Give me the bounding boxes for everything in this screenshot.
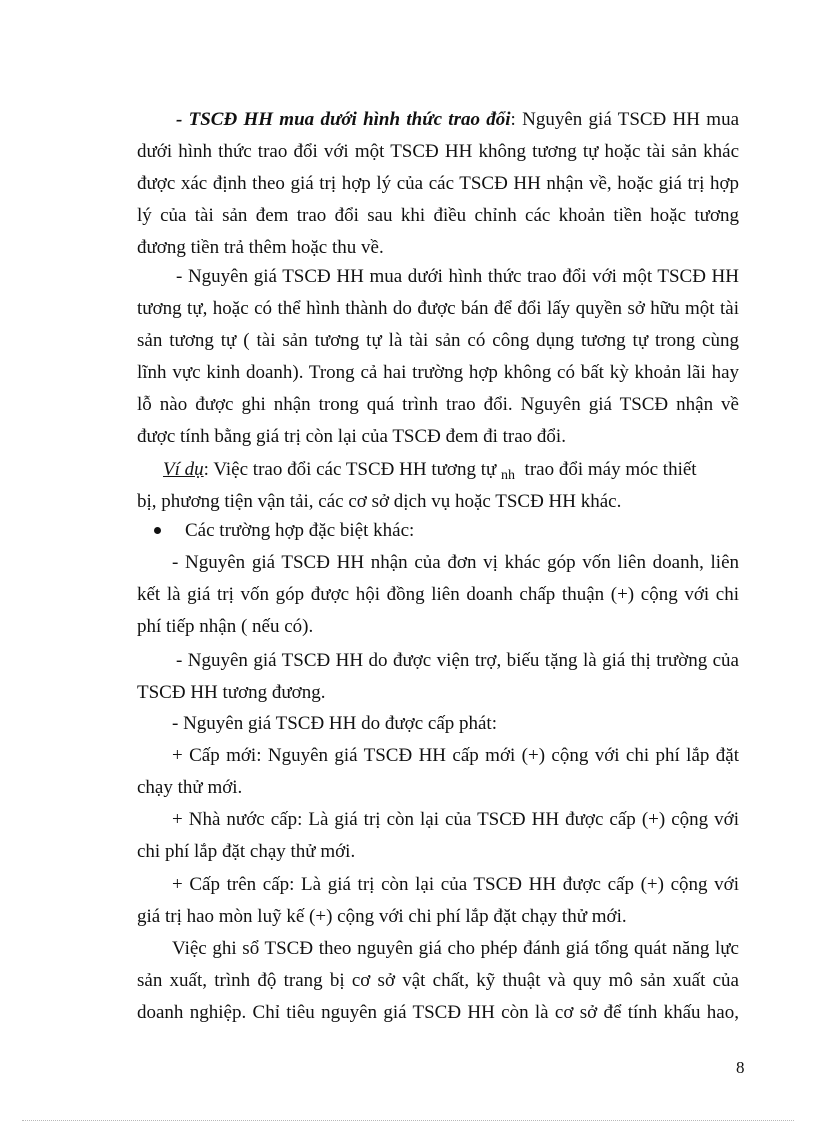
p7-line-1: + Cấp mới: Nguyên giá TSCĐ HH cấp mới (+) cộng với chi phí lắp đặt <box>172 745 739 766</box>
bullet-text: Các trường hợp đặc biệt khác: <box>185 520 415 541</box>
p1-line-1-text: : Nguyên giá TSCĐ HH mua <box>510 109 740 130</box>
p2-line-2: tương tự, hoặc có thể hình thành do được bán để đổi lấy quyền sở hữu một tài <box>137 298 739 319</box>
p2-line-3: sản tương tự ( tài sản tương tự là tài sản có công dụng tương tự trong cùng <box>137 330 739 351</box>
p5-line-2: TSCĐ HH tương đương. <box>137 682 326 703</box>
example-label: Ví dụ <box>163 459 204 480</box>
p1-line-1 <box>176 109 739 131</box>
p10-line-2: sản xuất, trình độ trang bị cơ sở vật chất, kỹ thuật và quy mô sản xuất của <box>137 970 739 991</box>
page-number: 8 <box>736 1058 745 1077</box>
p1-line-4: lý của tài sản đem trao đổi sau khi điều chỉnh các khoản tiền hoặc tương <box>137 205 739 226</box>
p6-line-1: - Nguyên giá TSCĐ HH do được cấp phát: <box>172 713 497 734</box>
p4-line-3: phí tiếp nhận ( nếu có). <box>137 616 314 637</box>
p4-line-1: - Nguyên giá TSCĐ HH nhận của đơn vị khác góp vốn liên doanh, liên <box>172 552 739 573</box>
p1-line-2: dưới hình thức trao đổi với một TSCĐ HH không tương tự hoặc tài sản khác <box>137 141 739 162</box>
bullet-dot-icon <box>154 527 161 534</box>
p3-line-1a: : Việc trao đổi các TSCĐ HH tương tự <box>203 459 497 480</box>
p10-line-1: Việc ghi sổ TSCĐ theo nguyên giá cho phép đánh giá tổng quát năng lực <box>172 938 739 959</box>
p3-line-1b: trao đổi máy móc thiết <box>524 459 697 480</box>
p5-line-1: - Nguyên giá TSCĐ HH do được viện trợ, biếu tặng là giá thị trường của <box>176 650 739 671</box>
p2-line-4: lĩnh vực kinh doanh). Trong cả hai trường hợp không có bất kỳ khoản lãi hay <box>137 362 739 383</box>
p1-lead: - TSCĐ HH mua dưới hình thức trao đổi <box>176 109 511 130</box>
p10-line-3: doanh nghiệp. Chỉ tiêu nguyên giá TSCĐ HH còn là cơ sở để tính khấu hao, <box>137 1002 739 1023</box>
p4-line-2: kết là giá trị vốn góp được hội đồng liên doanh chấp thuận (+) cộng với chi <box>137 584 739 605</box>
p7-line-2: chạy thử mới. <box>137 777 243 798</box>
p1-line-5: đương tiền trả thêm hoặc thu về. <box>137 237 384 258</box>
p3-line-1 <box>163 459 739 483</box>
p2-line-1: - Nguyên giá TSCĐ HH mua dưới hình thức trao đổi với một TSCĐ HH <box>176 266 739 287</box>
p8-line-1: + Nhà nước cấp: Là giá trị còn lại của TSCĐ HH được cấp (+) cộng với <box>172 809 739 830</box>
p8-line-2: chi phí lắp đặt chạy thử mới. <box>137 841 356 862</box>
p2-line-5: lỗ nào được ghi nhận trong quá trình trao đổi. Nguyên giá TSCĐ nhận về <box>137 394 739 415</box>
footer-divider <box>22 1120 794 1121</box>
p2-line-6: được tính bằng giá trị còn lại của TSCĐ đem đi trao đổi. <box>137 426 566 447</box>
p3-line-2: bị, phương tiện vận tải, các cơ sở dịch vụ hoặc TSCĐ HH khác. <box>137 491 622 512</box>
p9-line-2: giá trị hao mòn luỹ kế (+) cộng với chi phí lắp đặt chạy thử mới. <box>137 906 627 927</box>
p3-subscript: nh <box>501 468 516 483</box>
p9-line-1: + Cấp trên cấp: Là giá trị còn lại của TSCĐ HH được cấp (+) cộng với <box>172 874 739 895</box>
p1-line-3: được xác định theo giá trị hợp lý của các TSCĐ HH nhận về, hoặc giá trị hợp <box>137 173 739 194</box>
